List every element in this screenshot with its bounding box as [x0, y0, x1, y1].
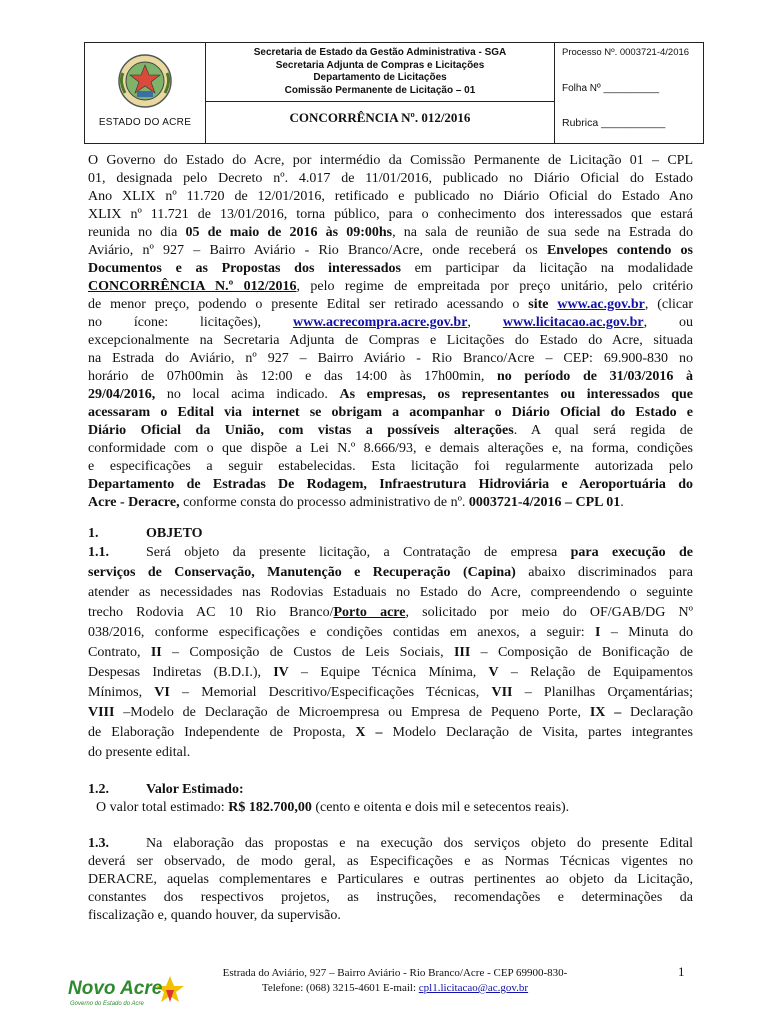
- text-line: Departamento de Estradas De Rodagem, Infraestrutura Hidroviária e Aeroportuária do: [88, 477, 693, 492]
- link-licitacao[interactable]: www.licitacao.ac.gov.br: [502, 315, 644, 330]
- text-line: na Estrada do Aviário, nº 927 – Bairro Aviário - Rio Branco/Acre – CEP: 69.900-830 no: [88, 351, 693, 366]
- text-line: Diário Oficial da União, com vistas a possíveis alterações. A qual será regida de: [88, 423, 693, 438]
- link-ac-gov[interactable]: www.ac.gov.br: [557, 297, 645, 312]
- text-line: VIII –Modelo de Declaração de Microempresa ou Empresa de Pequeno Porte, IX – Declaração: [88, 705, 693, 720]
- text-line: de menor preço, podendo o presente Edital ser retirado acessando o site www.ac.gov.br, (clicar: [88, 297, 694, 312]
- text-line: Despesas Indiretas (B.D.I.), IV – Equipe Técnica Mínima, V – Relação de Equipamentos: [88, 665, 694, 680]
- text-line: e especificações a seguir estabelecidas. Esta licitação foi regularmente autorizada pelo: [88, 459, 693, 474]
- text-line: fiscalização e, quando houver, da supervisão.: [88, 908, 341, 923]
- signature-field: Rubrica ___________: [562, 117, 666, 129]
- section-1-3: [88, 835, 693, 925]
- text-line: serviços de Conservação, Manutenção e Recuperação (Capina) abaixo discriminados para: [88, 565, 693, 580]
- text-line: 1.3. Na elaboração das propostas e na execução dos serviços objeto do presente Edital: [88, 836, 693, 851]
- agency-line: Comissão Permanente de Licitação – 01: [284, 84, 476, 96]
- text-line: XLIX nº 11.721 de 13/01/2016, torna público, para o conhecimento dos interessados que estará: [88, 207, 693, 222]
- agency-block: [206, 47, 554, 97]
- text-line: de Elaboração Independente de Proposta, X – Modelo Declaração de Visita, partes integrantes: [88, 725, 693, 740]
- text-line: Documentos e as Propostas dos interessados em participar da licitação na modalidade: [88, 261, 693, 276]
- document-title: CONCORRÊNCIA Nº. 012/2016: [289, 110, 471, 125]
- novo-acre-logo: [66, 972, 186, 1010]
- text-line: conformidade com o que dispõe a Lei N.º 8.666/93, e demais alterações e, na forma, condições: [88, 441, 693, 456]
- intro-paragraph: [88, 152, 693, 512]
- section-1-1: [88, 543, 693, 763]
- text-line: horário de 07h00min às 12:00 e das 14:00 às 17h00min, no período de 31/03/2016 à: [88, 369, 693, 384]
- logo-text: Novo Acre: [68, 978, 163, 999]
- text-line: constantes dos respectivos projetos, as instruções, recomendações e determinações da: [88, 890, 693, 905]
- agency-line: Secretaria Adjunta de Compras e Licitações: [275, 59, 485, 71]
- text-line: CONCORRÊNCIA N.º 012/2016, pelo regime de empreitada por preço unitário, pelo critério: [88, 279, 693, 294]
- process-number: Processo Nº. 0003721-4/2016: [562, 47, 690, 58]
- header-divider: [206, 101, 554, 102]
- header-emblem-cell: [85, 43, 206, 143]
- footer-email-link[interactable]: cpl1.licitacao@ac.gov.br: [418, 982, 529, 994]
- text-line: no ícone: licitações), www.acrecompra.acre.gov.br, www.licitacao.ac.gov.br, ou: [88, 315, 694, 330]
- text-line: Acre - Deracre, conforme consta do processo administrativo de nº. 0003721-4/2016 – CPL 01.: [88, 495, 624, 510]
- state-name: ESTADO DO ACRE: [98, 117, 192, 128]
- text-line: 01, designada pelo Decreto nº. 4.017 de 11/01/2016, publicado no Diário Oficial do Estado: [88, 171, 693, 186]
- page-number: 1: [678, 964, 685, 979]
- estimated-value-line: O valor total estimado: R$ 182.700,00 (cento e oitenta e dois mil e setecentos reais).: [96, 800, 570, 815]
- text-line: Ano XLIX nº 11.720 de 12/01/2016, retificado e publicado no Diário Oficial do Estado Ano: [88, 189, 693, 204]
- text-line: excepcionalmente na Secretaria Adjunta de Compras e Licitações do Estado do Acre, situada: [88, 333, 693, 348]
- logo-tagline: Governo do Estado do Acre: [70, 1001, 144, 1007]
- document-body: [88, 152, 693, 925]
- sheet-number-field: Folha Nº __________: [562, 83, 660, 94]
- state-coat-of-arms-icon: [117, 53, 173, 109]
- text-line: Mínimos, VI – Memorial Descritivo/Especificações Técnicas, VII – Planilhas Orçamentárias;: [88, 685, 693, 700]
- text-line: 29/04/2016, no local acima indicado. As empresas, os representantes ou interessados que: [88, 387, 693, 402]
- link-acrecompra[interactable]: www.acrecompra.acre.gov.br: [292, 315, 468, 330]
- agency-line: Departamento de Licitações: [313, 72, 447, 83]
- section-heading: 1.2. Valor Estimado:: [88, 782, 244, 797]
- document-header: [84, 42, 704, 144]
- text-line: O Governo do Estado do Acre, por intermédio da Comissão Permanente de Licitação 01 – CPL: [88, 153, 693, 168]
- text-line: Contrato, II – Composição de Custos de Leis Sociais, III – Composição de Bonificação de: [88, 645, 694, 660]
- footer-contact: Telefone: (068) 3215-4601 E-mail: cpl1.licitacao@ac.gov.br: [261, 982, 529, 994]
- text-line: DERACRE, aquelas complementares e Particulares e outras pertinentes ao objeto da Licitação,: [88, 872, 693, 887]
- page-footer: [200, 966, 590, 996]
- agency-line: Secretaria de Estado da Gestão Administrativa - SGA: [253, 47, 507, 58]
- text-line: acessaram o Edital via internet se obrigam a acompanhar o Diário Oficial do Estado e: [88, 405, 693, 420]
- novo-acre-logo-icon: [66, 972, 186, 1010]
- text-line: atender as necessidades nas Rodovias Estaduais no Estado do Acre, compreendendo o seguinte: [88, 585, 693, 600]
- text-line: reunida no dia 05 de maio de 2016 às 09:00hs, na sala de reunião de sua sede na Estrada do: [88, 225, 693, 240]
- text-line: 038/2016, conforme especificações e condições contidas em anexos, a seguir: I – Minuta do: [88, 625, 693, 640]
- text-line: 1.1. Será objeto da presente licitação, a Contratação de empresa para execução de: [88, 545, 693, 560]
- text-line: Aviário, nº 927 – Bairro Aviário - Rio Branco/Acre, onde receberá os Envelopes contendo os: [88, 243, 693, 258]
- text-line: deverá ser observado, de modo geral, as Especificações e as Normas Técnicas vigentes no: [88, 854, 693, 869]
- text-line: do presente edital.: [88, 745, 191, 760]
- footer-address: Estrada do Aviário, 927 – Bairro Aviário - Rio Branco/Acre - CEP 69900-830-: [222, 967, 568, 979]
- section-heading: 1. OBJETO: [88, 526, 203, 541]
- text-line: trecho Rodovia AC 10 Rio Branco/Porto acre, solicitado por meio do OF/GAB/DG Nº: [88, 605, 693, 620]
- process-cell: [554, 43, 704, 143]
